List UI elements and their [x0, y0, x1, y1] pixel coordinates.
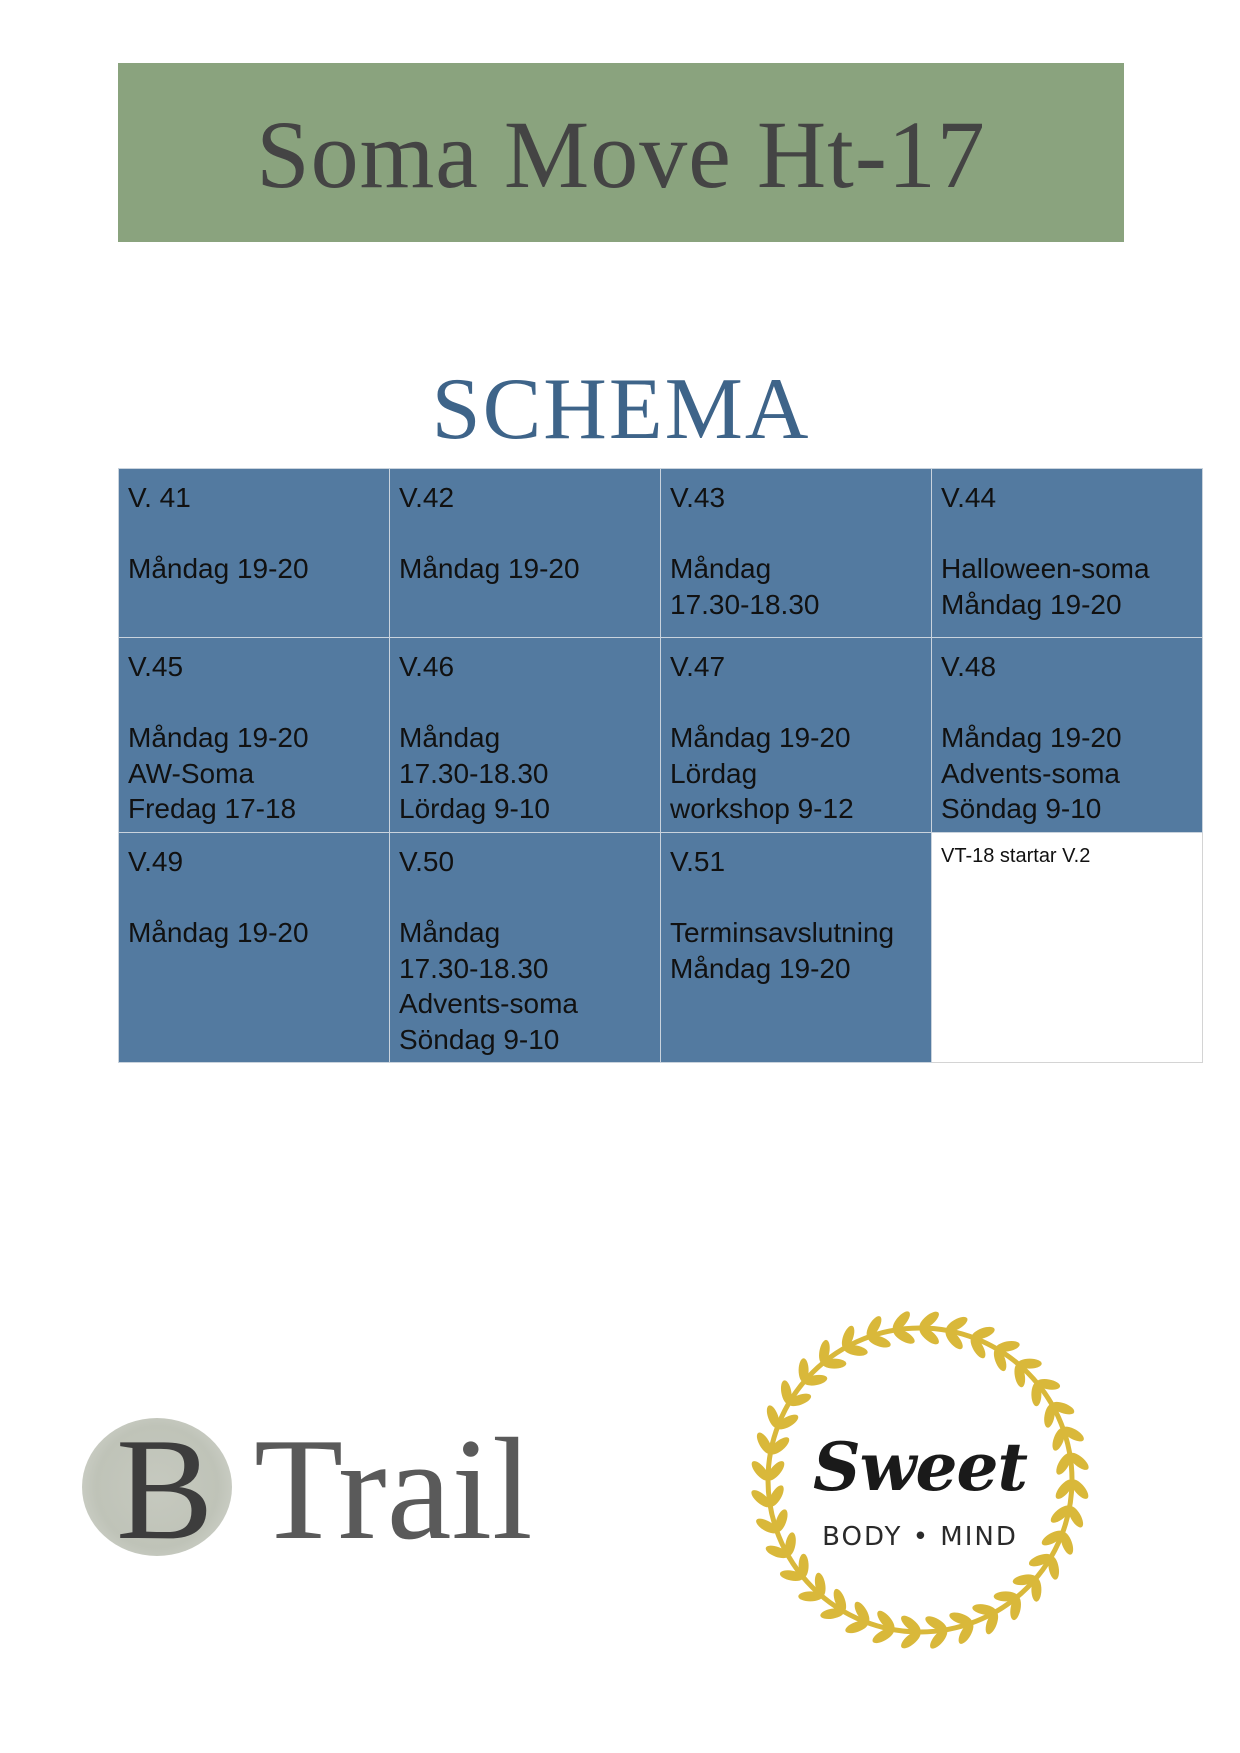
schema-heading: SCHEMA — [431, 361, 811, 458]
week-label: V.51 — [670, 846, 726, 877]
session-line: Måndag 19-20 — [670, 722, 851, 753]
sweet-body-mind-logo — [740, 1300, 1100, 1660]
week-cell — [932, 469, 1203, 638]
week-label: V.46 — [399, 651, 455, 682]
week-label: V. 41 — [128, 482, 191, 513]
week-label: V.43 — [670, 482, 726, 513]
week-cell — [661, 469, 932, 638]
btrail-logo — [78, 1408, 533, 1570]
table-row — [119, 833, 1203, 1063]
session-line: Måndag 19-20 — [128, 722, 309, 753]
page-title: Soma Move Ht-17 — [256, 100, 986, 208]
logo-subtitle: BODY • MIND — [822, 1522, 1018, 1552]
session-line: workshop 9-12 — [670, 793, 854, 824]
table-row — [119, 638, 1203, 833]
week-label: V.42 — [399, 482, 455, 513]
session-line: Advents-soma — [399, 988, 578, 1019]
session-line: Söndag 9-10 — [941, 793, 1102, 824]
week-label: V.45 — [128, 651, 184, 682]
week-label: V.50 — [399, 846, 455, 877]
session-line: Advents-soma — [941, 757, 1120, 789]
session-line: Måndag — [670, 553, 772, 584]
leaf-shape — [822, 1359, 846, 1369]
week-cell — [661, 638, 932, 833]
session-line: 17.30-18.30 — [399, 952, 549, 984]
session-line: Fredag 17-18 — [128, 793, 297, 824]
leaf-shape — [799, 1554, 809, 1578]
week-label: V.48 — [941, 651, 997, 682]
session-line: Halloween-soma — [941, 553, 1150, 584]
week-label: V.49 — [128, 846, 184, 877]
session-line: Måndag 19-20 — [941, 722, 1122, 753]
note-cell — [932, 833, 1203, 1063]
week-cell — [119, 638, 390, 833]
session-line: Måndag — [399, 722, 501, 753]
session-line: 17.30-18.30 — [399, 757, 549, 789]
table-row — [119, 469, 1203, 638]
week-cell — [119, 833, 390, 1063]
session-line: Måndag 19-20 — [941, 588, 1122, 620]
session-line: Söndag 9-10 — [399, 1023, 560, 1055]
leaf-shape — [1031, 1382, 1041, 1406]
session-line: 17.30-18.30 — [670, 588, 820, 620]
leaf-shape — [994, 1591, 1018, 1601]
week-cell — [119, 469, 390, 638]
week-cell — [390, 833, 661, 1063]
week-cell — [390, 638, 661, 833]
session-line: Terminsavslutning — [670, 917, 895, 948]
week-label: V.44 — [941, 482, 997, 513]
logo-letter: B — [116, 1408, 214, 1570]
session-line: Lördag 9-10 — [399, 793, 551, 824]
logo-word: Sweet — [813, 1428, 1027, 1506]
session-line: Måndag 19-20 — [128, 917, 309, 948]
week-label: V.47 — [670, 651, 726, 682]
logo-word: Trail — [254, 1408, 533, 1570]
session-line: Lördag — [670, 757, 758, 789]
title-banner — [118, 63, 1124, 242]
session-line: Måndag 19-20 — [128, 553, 309, 584]
session-line: AW-Soma — [128, 757, 255, 789]
week-cell — [661, 833, 932, 1063]
next-term-note: VT-18 startar V.2 — [941, 845, 1091, 867]
session-line: Måndag 19-20 — [399, 553, 580, 584]
session-line: Måndag — [399, 917, 501, 948]
week-cell — [932, 638, 1203, 833]
schedule-table — [118, 468, 1203, 1063]
session-line: Måndag 19-20 — [670, 952, 851, 984]
week-cell — [390, 469, 661, 638]
